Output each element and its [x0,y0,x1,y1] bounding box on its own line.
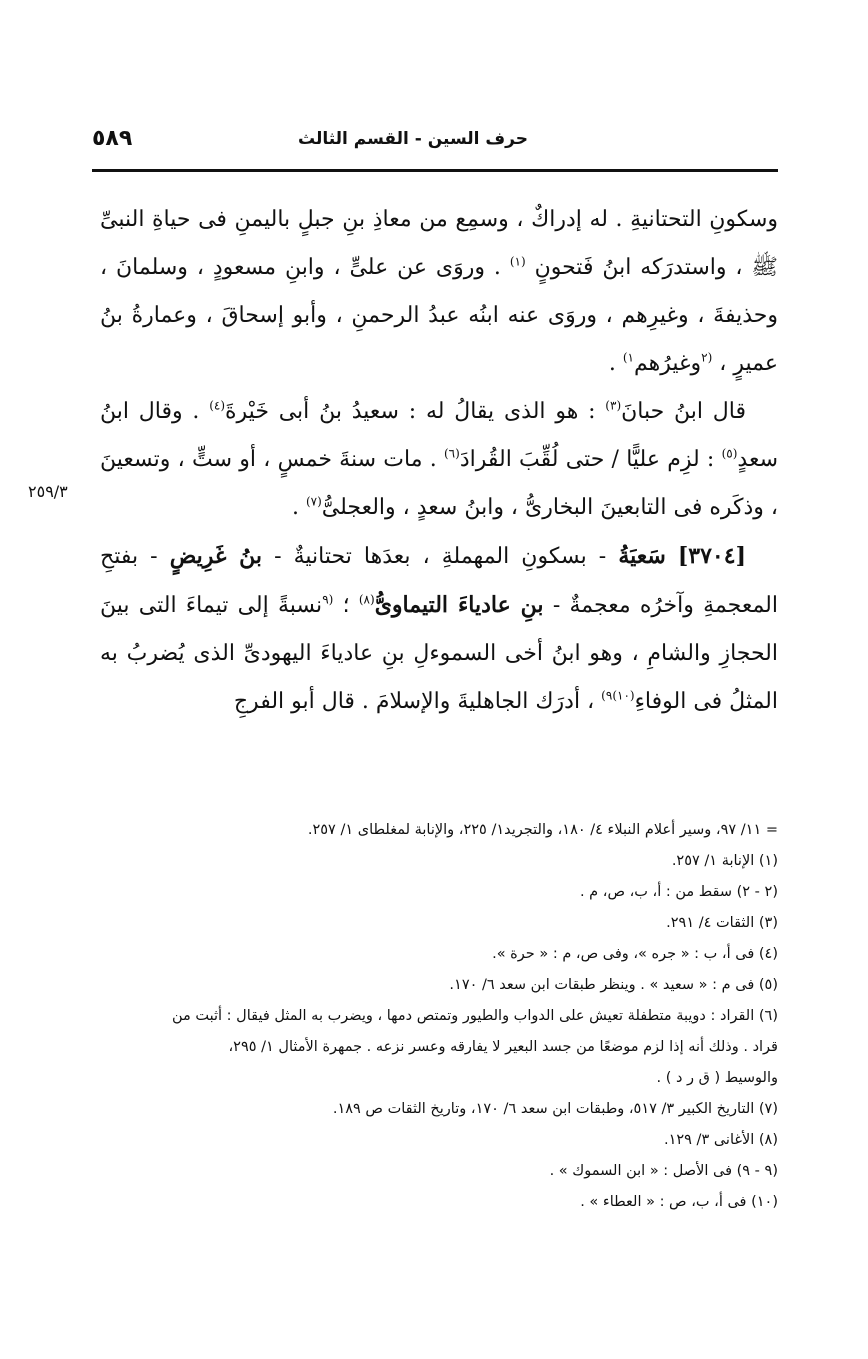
text-segment: . مات سنةَ خمسٍ ، أو ستٍّ ، وتسعينَ ، وذكَره فى التابعينَ البخارىُّ ، وابنُ سعدٍ ، والعجلىُّ [100,447,778,520]
text-segment: : هو الذى يقالُ له : سعيدُ بنُ أبى خَيْرةَ [225,399,596,424]
entry-name-father: بنُ غَرِيضٍ [169,543,263,569]
footnote-6: (٦) القراد : دويبة متطفلة تعيش على الدواب والطيور وتمتص دمها ، ويضرب به المثل فيقال : أثبت من [171,1008,778,1024]
text-segment: نسبةً إلى تيماءَ التى بينَ الحجازِ والشامِ ، وهو ابنُ أخى السموءلِ بنِ عادياءَ اليهودىِّ الذى يُضربُ به المثلُ فى الوفاءِ [100,593,778,714]
footnote-ref: (٨) [358,592,375,607]
footnotes [96,815,778,1218]
page-number: ٥٨٩ [92,126,133,151]
text-segment: - بسكونِ المهملةِ ، بعدَها تحتانيةٌ - [274,544,607,569]
text-segment: وغيرُهم [633,351,702,376]
footnote-ref: (٦) [443,446,460,461]
entry-number: [٣٧٠٤] [677,543,746,569]
footnote-4: (٤) فى أ، ب : « جره »، وفى ص، م : « حرة ». [492,946,778,962]
entry-name-lineage: بنِ عادياءَ التيماوىُّ [374,592,544,618]
entry-3704 [100,532,778,726]
text-segment: وسكونِ التحتانيةِ . له إدراكٌ ، وسمِع من معاذِ بنِ جبلٍ باليمنِ فى حياةِ النبىِّ ﷺ ، واستدرَكه ابنُ فَتحونٍ [100,207,778,280]
footnote-ref: (٣) [605,398,622,413]
footnote-1: (١) الإنابة ١/ ٢٥٧. [671,853,778,869]
paragraph-1 [100,196,778,388]
text-segment: ، أدرَك الجاهليةَ والإسلامَ . قال أبو الفرجِ [233,689,595,714]
text-segment: ؛ [342,593,350,618]
footnote-ref: (٩ [322,592,334,607]
header-rule [92,169,778,172]
footnote-6-line-2: قراد . وذلك أنه إذا لزم موضعًا من جسد البعير لا يفارقه وعسر نزعه . جمهرة الأمثال ١/ ٢٩٥، [228,1039,778,1055]
header-title: حرف السين - القسم الثالث [297,129,528,149]
text-segment: . وقال ابنُ سعدٍ [100,399,779,472]
footnote-6-line-3: والوسيط ( ق ر د ) . [656,1070,778,1086]
margin-page-reference: ٢٥٩/٣ [28,482,68,501]
footnote-8: (٨) الأغانى ٣/ ١٢٩. [663,1132,778,1148]
paragraph-2 [100,388,778,532]
footnote-ref: (٧) [305,494,322,509]
footnote-ref: (٥) [721,446,738,461]
text-segment: . [608,351,616,376]
footnote-ref: (٤) [209,398,226,413]
footnote-5: (٥) فى م : « سعيد » . وينظر طبقات ابن سعد ٦/ ١٧٠. [449,977,778,993]
footnote-10: (١٠) فى أ، ب، ص : « العطاء » . [580,1194,778,1210]
footnote-ref: ١) [622,350,634,365]
text-segment: . [291,495,299,520]
footnote-9: (٩ - ٩) فى الأصل : « ابن السموك » . [549,1163,778,1179]
footnote-7: (٧) التاريخ الكبير ٣/ ٥١٧، وطبقات ابن سعد ٦/ ١٧٠، وتاريخ الثقات ص ١٨٩. [332,1101,778,1117]
entry-name: سَعيَةُ [618,543,666,569]
footnote-3: (٣) الثقات ٤/ ٢٩١. [666,915,778,931]
footnote-ref: ٩) [601,688,613,703]
running-header [92,123,778,163]
text-segment: قال ابنُ حبانَ [621,399,746,424]
main-text [100,196,778,726]
footnote-2: (٢ - ٢) سقط من : أ، ب، ص، م . [579,884,778,900]
text-segment: - بفتحِ المعجمةِ وآخرُه معجمةٌ - [100,544,779,618]
text-segment: : لزِم عليًّا / حتى لُقِّبَ القُرادَ [459,447,715,472]
footnote-ref: (٢ [701,350,713,365]
footnote-ref: (١٠) [612,688,635,703]
footnote-ref: (١) [509,254,526,269]
footnote-continuation: = ١١/ ٩٧، وسير أعلام النبلاء ٤/ ١٨٠، والتجريد١/ ٢٢٥، والإنابة لمغلطاى ١/ ٢٥٧. [307,822,778,838]
text-segment: . وروَى عن علىٍّ ، وابنِ مسعودٍ ، وسلمانَ ، وحذيفةَ ، وغيرِهم ، وروَى عنه ابنُه عبدُ الرحمنِ ، وأبو إسحاقَ ، وعمارةُ بنُ عميرٍ ، [100,255,778,376]
